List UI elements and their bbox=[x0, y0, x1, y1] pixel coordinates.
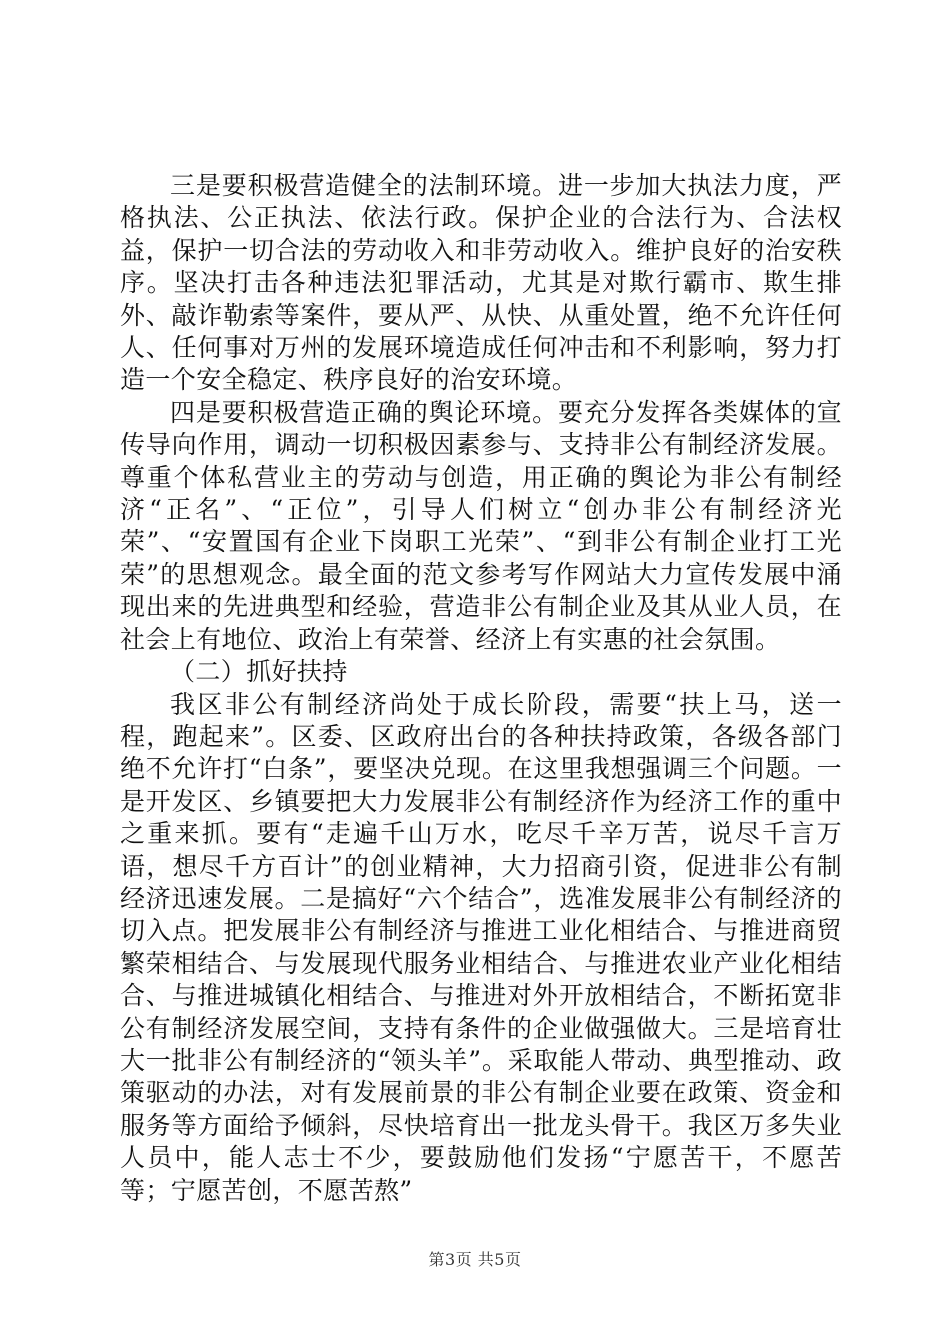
paragraph-legal-environment: 三是要积极营造健全的法制环境。进一步加大执法力度，严格执法、公正执法、依法行政。保护企业的合法行为、合法权益，保护一切合法的劳动收入和非劳动收入。维护良好的治安秩序。坚决打击各种违法犯罪活动，尤其是对欺行霸市、欺生排外、敲诈勒索等案件，要从严、从快、从重处置，绝不允许任何人、任何事对万州的发展环境造成任何冲击和不利影响，努力打造一个安全稳定、秩序良好的治安环境。 bbox=[120, 171, 842, 395]
section-heading-support: （二）抓好扶持 bbox=[170, 657, 348, 687]
page-number-footer: 第3页 共5页 bbox=[428, 1250, 522, 1269]
document-body bbox=[120, 170, 842, 1207]
paragraph-public-opinion: 四是要积极营造正确的舆论环境。要充分发挥各类媒体的宣传导向作用，调动一切积极因素参与、支持非公有制经济发展。尊重个体私营业主的劳动与创造，用正确的舆论为非公有制经济“正名”、“正位”，引导人们树立“创办非公有制经济光荣”、“安置国有企业下岗职工光荣”、“到非公有制企业打工光荣”的思想观念。最全面的范文参考写作网站大力宣传发展中涌现出来的先进典型和经验，营造非公有制企业及其从业人员，在社会上有地位、政治上有荣誉、经济上有实惠的社会氛围。 bbox=[120, 397, 842, 654]
paragraph-support-policy: 我区非公有制经济尚处于成长阶段，需要“扶上马，送一程，跑起来”。区委、区政府出台的各种扶持政策，各级各部门绝不允许打“白条”，要坚决兑现。在这里我想强调三个问题。一是开发区、乡镇要把大力发展非公有制经济作为经济工作的重中之重来抓。要有“走遍千山万水，吃尽千辛万苦，说尽千言万语，想尽千方百计”的创业精神，大力招商引资，促进非公有制经济迅速发展。二是搞好“六个结合”，选准发展非公有制经济的切入点。把发展非公有制经济与推进工业化相结合、与推进商贸繁荣相结合、与发展现代服务业相结合、与推进农业产业化相结合、与推进城镇化相结合、与推进对外开放相结合，不断拓宽非公有制经济发展空间，支持有条件的企业做强做大。三是培育壮大一批非公有制经济的“领头羊”。采取能人带动、典型推动、政策驱动的办法，对有发展前景的非公有制企业要在政策、资金和服务等方面给予倾斜，尽快培育出一批龙头骨干。我区万多失业人员中，能人志士不少，要鼓励他们发扬“宁愿苦干，不愿苦等；宁愿苦创，不愿苦熬” bbox=[120, 689, 842, 1205]
